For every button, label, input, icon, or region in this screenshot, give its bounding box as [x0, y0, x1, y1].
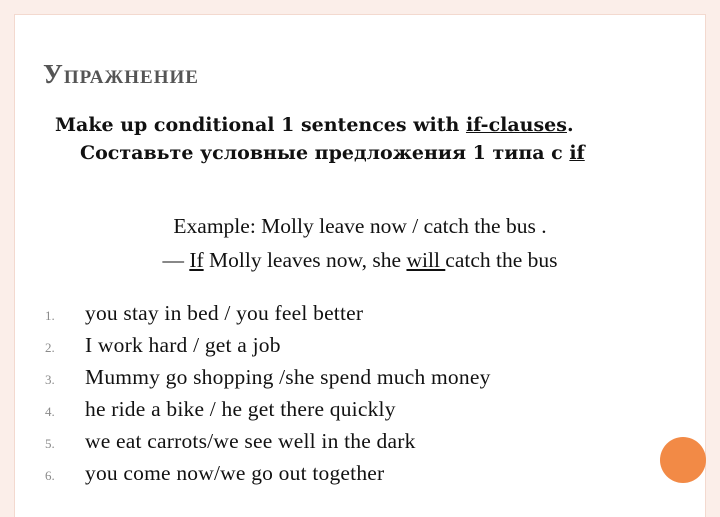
example-line-1: Example: Molly leave now / catch the bus .: [173, 214, 547, 238]
if-clauses-link: if-clauses: [465, 114, 567, 136]
list-item: [43, 397, 491, 429]
example-will: will: [406, 248, 446, 272]
slide-title: Упражнение: [43, 59, 199, 89]
item-text: we eat carrots/we see well in the dark: [85, 429, 416, 453]
item-number: 5.: [45, 436, 55, 451]
item-number: 2.: [45, 340, 55, 355]
list-item: [43, 365, 491, 397]
example-block: [55, 209, 665, 277]
list-item: [43, 461, 491, 493]
list-item: [43, 429, 491, 461]
exercise-list: [43, 301, 491, 493]
item-text: he ride a bike / he get there quickly: [85, 397, 396, 421]
item-number: 4.: [45, 404, 55, 419]
item-text: you come now/we go out together: [85, 461, 385, 485]
list-item: [43, 301, 491, 333]
if-word: if: [569, 142, 585, 164]
example-if: If: [189, 248, 204, 272]
item-number: 6.: [45, 468, 55, 483]
instructions: [55, 111, 655, 167]
item-number: 1.: [45, 308, 55, 323]
example-line-2: — If Molly leaves now, she will catch the bus: [162, 248, 558, 272]
orange-circle-decoration: [660, 437, 706, 483]
item-text: I work hard / get a job: [85, 333, 281, 357]
list-item: [43, 333, 491, 365]
slide: [14, 14, 706, 517]
item-number: 3.: [45, 372, 55, 387]
instruction-english: Make up conditional 1 sentences with if-clauses.: [55, 114, 574, 136]
item-text: you stay in bed / you feel better: [85, 301, 364, 325]
instruction-russian: Составьте условные предложения 1 типа с if: [80, 142, 585, 164]
item-text: Mummy go shopping /she spend much money: [85, 365, 491, 389]
